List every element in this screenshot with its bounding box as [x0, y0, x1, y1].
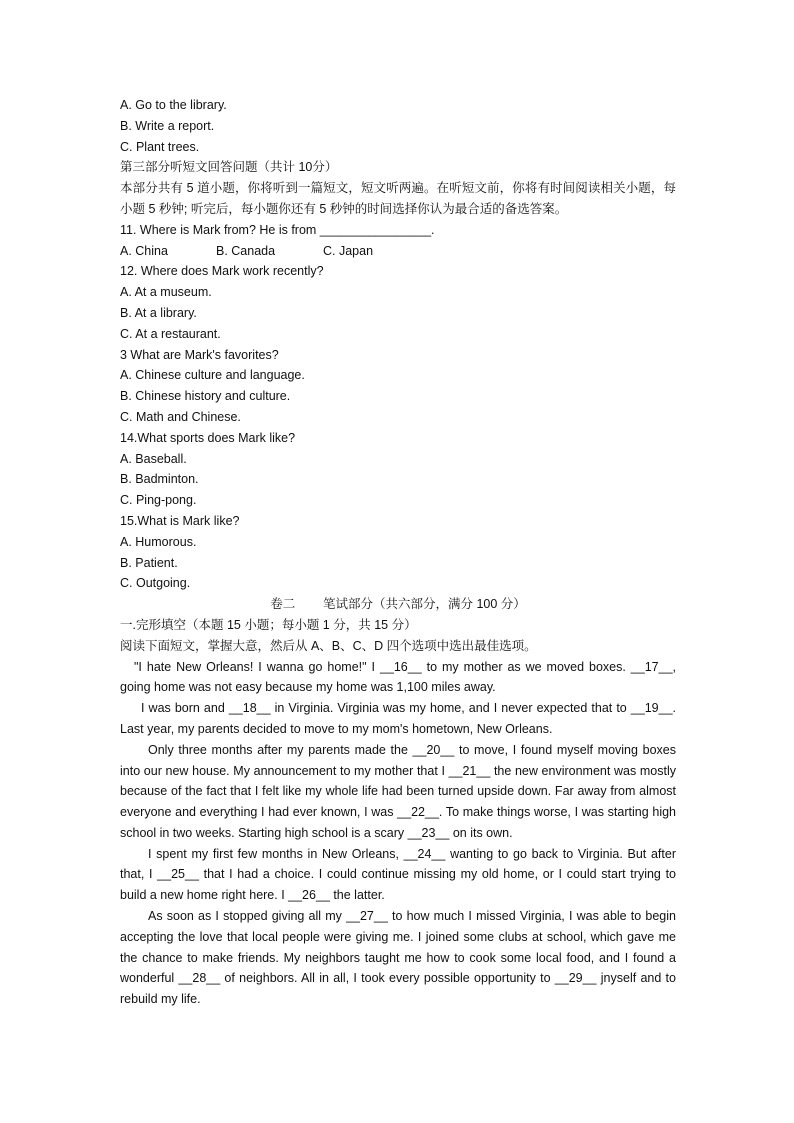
- passage-paragraph: As soon as I stopped giving all my __27__ to how much I missed Virginia, I was able to begin accepting the love that local people were giving me. I joined some clubs at school, which gave me the chance to make friends. My neighbors taught me how to cook some local food, and I found a wonderful __28__ of neighbors. All in all, I took every possible opportunity to __29__ jnyself and to rebuild my life.: [120, 909, 676, 1007]
- passage-paragraph: I was born and __18__ in Virginia. Virginia was my home, and I never expected that to __19__. Last year, my parents decided to move to my mom's hometown, New Orleans.: [120, 701, 676, 736]
- section1-heading: 一.完形填空（本题 15 小题；每小题 1 分，共 15 分）: [120, 617, 417, 632]
- question-11-stem: 11. Where is Mark from? He is from ________________.: [120, 222, 435, 237]
- part3-heading: 第三部分听短文回答问题（共计 10分）: [120, 160, 338, 175]
- question-13-option-b: B. Chinese history and culture.: [120, 389, 291, 404]
- question-13-option-c: C. Math and Chinese.: [120, 409, 241, 424]
- question-13-option-a: A. Chinese culture and language.: [120, 368, 305, 383]
- passage-paragraph: "I hate New Orleans! I wanna go home!" I __16__ to my mother as we moved boxes. __17__, going home was not easy because my home was 1,100 miles away.: [120, 659, 676, 695]
- question-14-option-a: A. Baseball.: [120, 451, 187, 466]
- volume2-heading: 卷二 笔试部分（共六部分，满分 100 分）: [270, 597, 526, 612]
- section1-instructions: 阅读下面短文，掌握大意，然后从 A、B、C、D 四个选项中选出最佳选项。: [120, 638, 537, 653]
- question-12-stem: 12. Where does Mark work recently?: [120, 264, 324, 279]
- question-14-stem: 14.What sports does Mark like?: [120, 430, 296, 445]
- question-15-option-c: C. Outgoing.: [120, 576, 191, 591]
- question-15-stem: 15.What is Mark like?: [120, 513, 240, 528]
- question-15-option-b: B. Patient.: [120, 555, 178, 570]
- question-12-option-b: B. At a library.: [120, 305, 197, 320]
- q10-option-c: C. Plant trees.: [120, 139, 200, 154]
- question-12-option-c: C. At a restaurant.: [120, 326, 221, 341]
- q10-option-a: A. Go to the library.: [120, 98, 227, 112]
- question-15-option-a: A. Humorous.: [120, 534, 197, 549]
- question-12-option-a: A. At a museum.: [120, 285, 212, 300]
- question-13-stem: 3 What are Mark's favorites?: [120, 347, 279, 362]
- question-11-options: [120, 241, 676, 262]
- question-11-option-c: C. Japan: [323, 243, 374, 258]
- passage-paragraph: I spent my first few months in New Orleans, __24__ wanting to go back to Virginia. But after that, I __25__ that I had a choice. I could continue missing my old home, or I could start trying to build a new home right here. I __26__ the latter.: [120, 846, 676, 903]
- question-14-option-c: C. Ping-pong.: [120, 493, 197, 508]
- question-11-option-b: B. Canada: [216, 243, 276, 258]
- exam-page: [120, 95, 676, 1010]
- passage-paragraph: Only three months after my parents made the __20__ to move, I found myself moving boxes into our new house. My announcement to my mother that I __21__ the new environment was mostly because of the fact that I felt like my whole life had been turned upside down. Far away from almost everyone and everything I had ever known, I was __22__. To make things worse, I was starting high school in two weeks. Starting high school is a scary __23__ on its own.: [120, 742, 676, 840]
- part3-instructions: 本部分共有 5 道小题，你将听到一篇短文，短文听两遍。在听短文前，你将有时间阅读相关小题，每 小题 5 秒钟; 听完后，每小题你还有 5 秒钟的时间选择你认为最合适的备选答案。: [120, 181, 676, 216]
- q10-option-b: B. Write a report.: [120, 118, 215, 133]
- question-14-option-b: B. Badminton.: [120, 472, 199, 487]
- question-11-option-a: A. China: [120, 243, 168, 258]
